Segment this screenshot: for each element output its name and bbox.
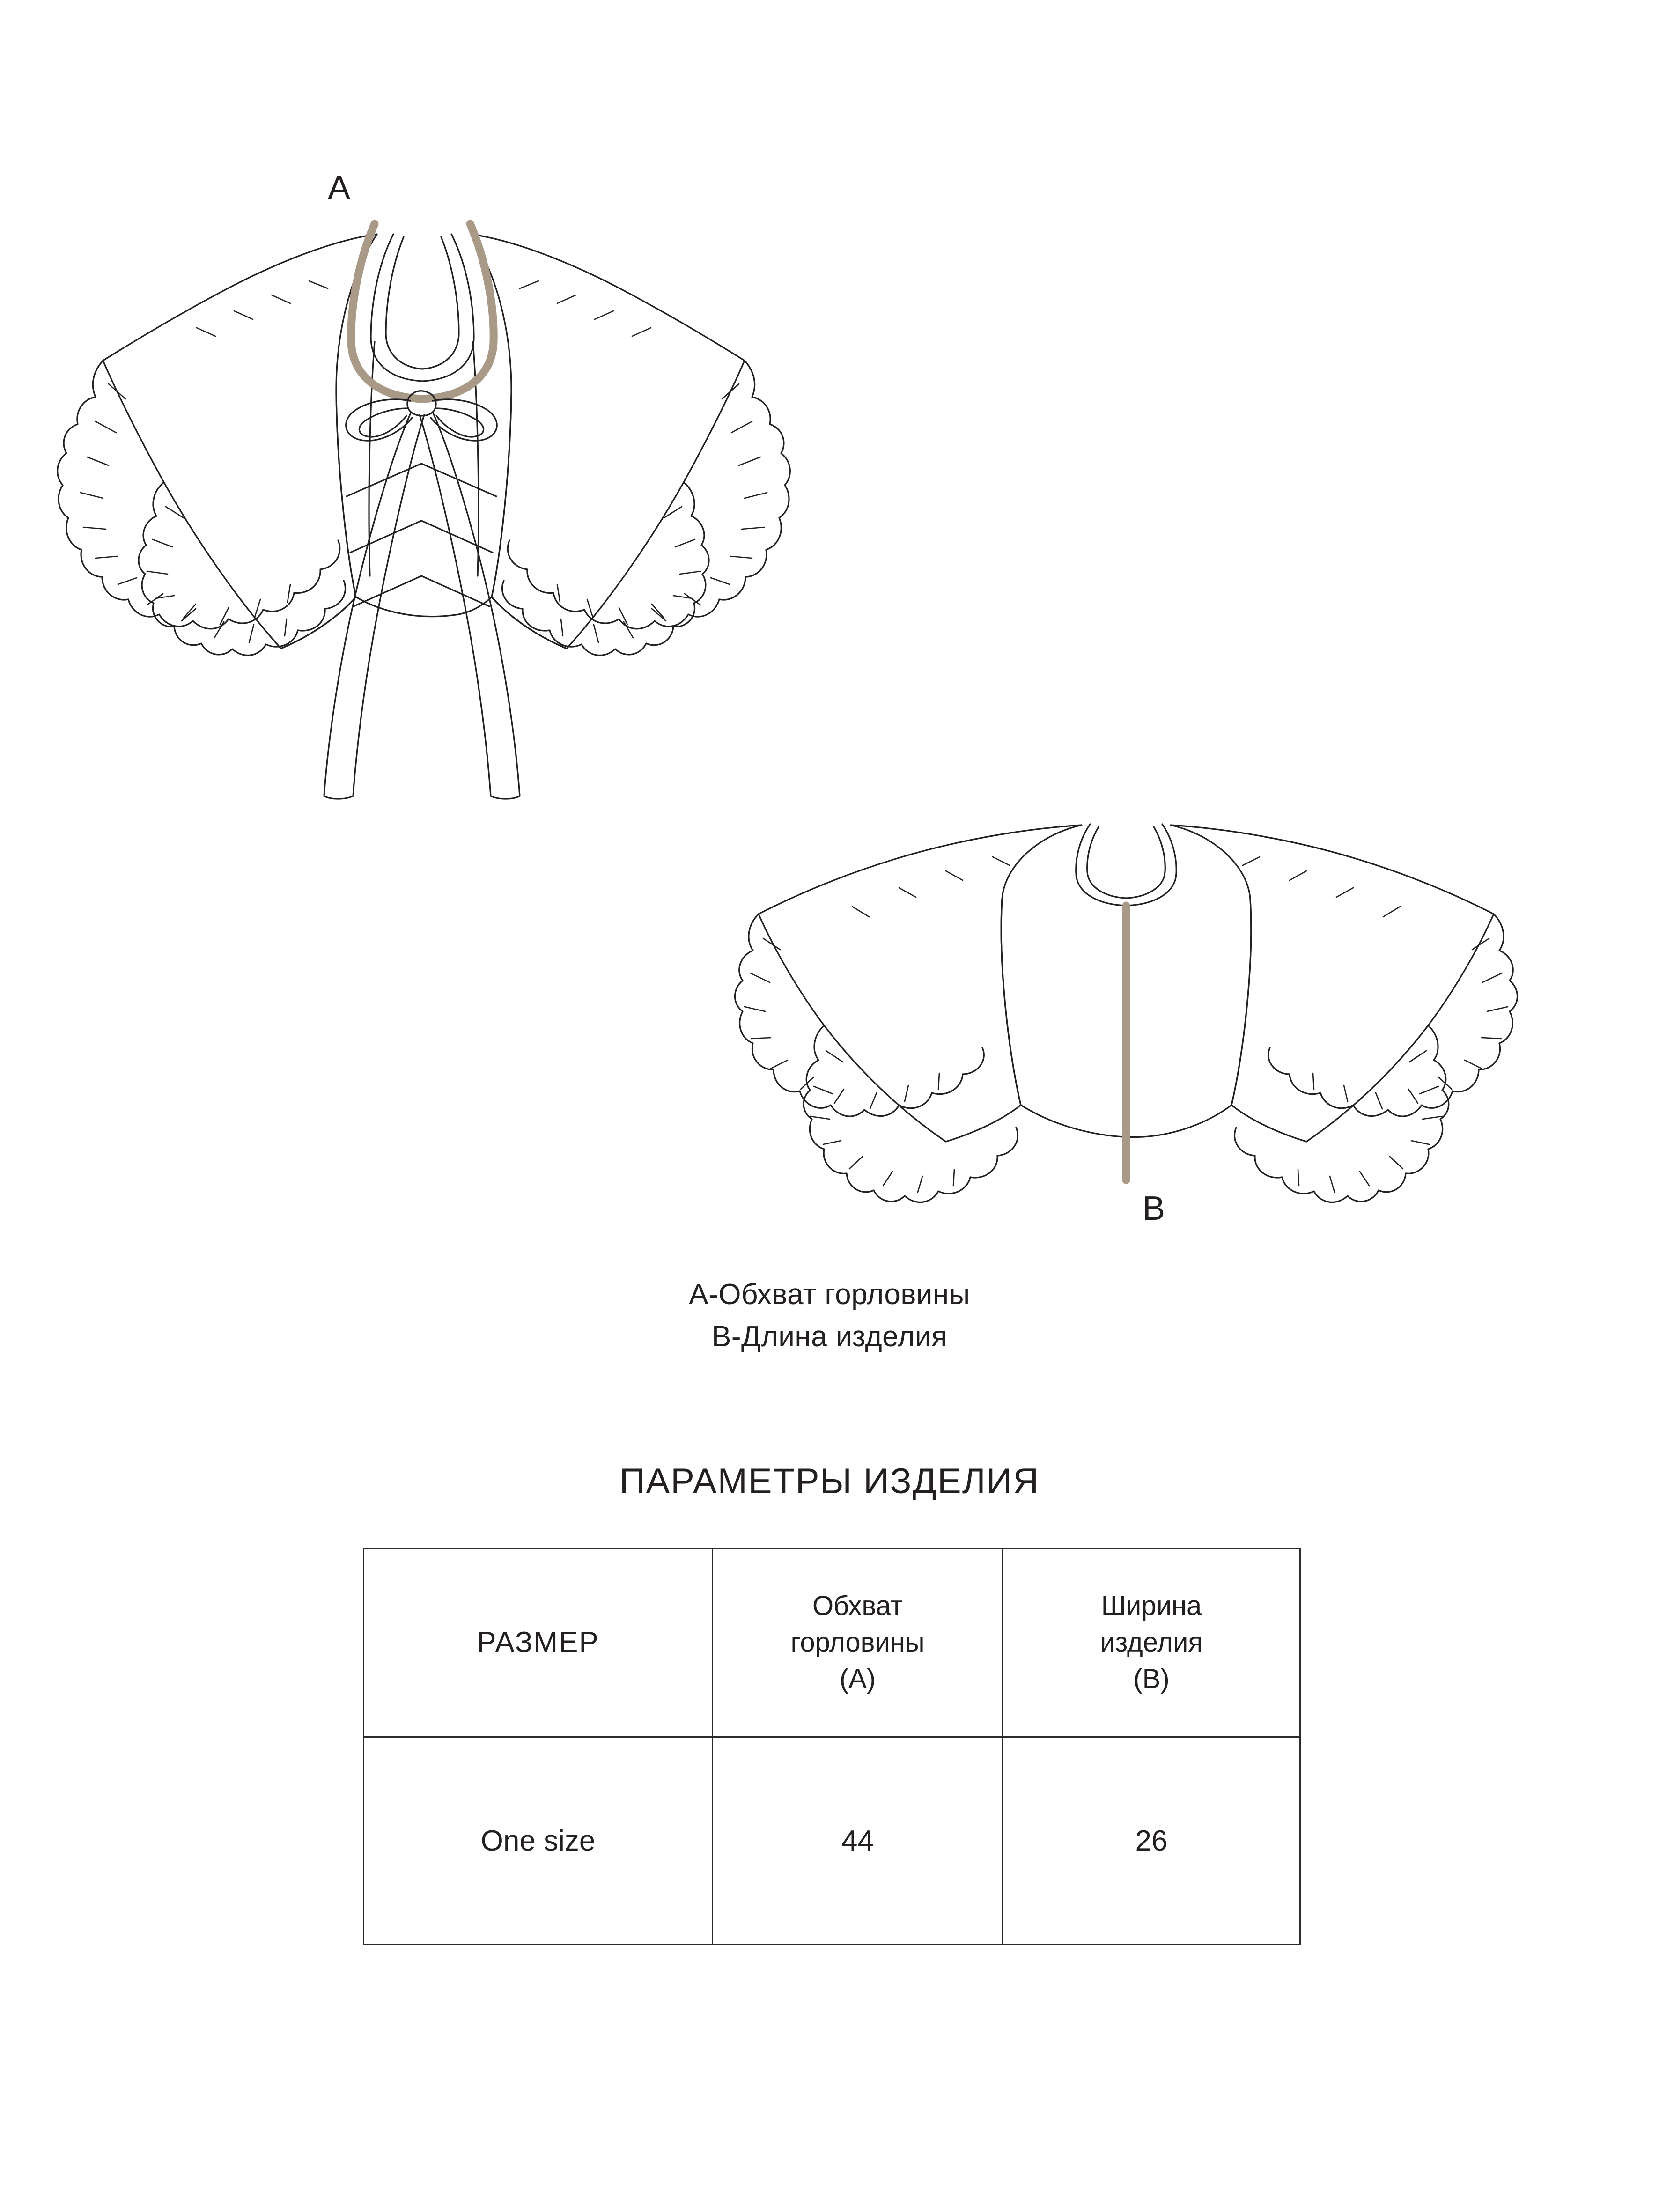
legend-line-b: B-Длина изделия — [712, 1320, 947, 1353]
header-width-line1: Ширина — [1101, 1590, 1202, 1621]
back-view-label-b: B — [1143, 1190, 1166, 1227]
cell-size-value: One size — [364, 1737, 713, 1945]
product-parameters-table — [363, 1548, 1301, 1945]
cell-neck-value: 44 — [713, 1737, 1003, 1945]
header-cell-width — [1003, 1548, 1300, 1737]
cell-width-value: 26 — [1003, 1737, 1300, 1945]
header-cell-neck — [713, 1548, 1003, 1737]
table-header-row — [364, 1548, 1300, 1737]
front-view-illustration — [47, 140, 796, 1077]
header-cell-size: РАЗМЕР — [364, 1548, 713, 1737]
back-view-illustration — [693, 805, 1559, 1227]
header-neck-line1: Обхват — [812, 1590, 903, 1621]
measurement-legend — [0, 1274, 1659, 1358]
header-width-line2: изделия — [1100, 1627, 1203, 1658]
header-neck-code: (A) — [839, 1664, 876, 1695]
front-view-label-a: A — [328, 169, 351, 206]
table-row — [364, 1737, 1300, 1945]
header-width-code: (B) — [1133, 1664, 1170, 1695]
params-title: ПАРАМЕТРЫ ИЗДЕЛИЯ — [619, 1461, 1040, 1501]
header-neck-line2: горловины — [790, 1627, 925, 1658]
legend-line-a: A-Обхват горловины — [689, 1278, 970, 1311]
